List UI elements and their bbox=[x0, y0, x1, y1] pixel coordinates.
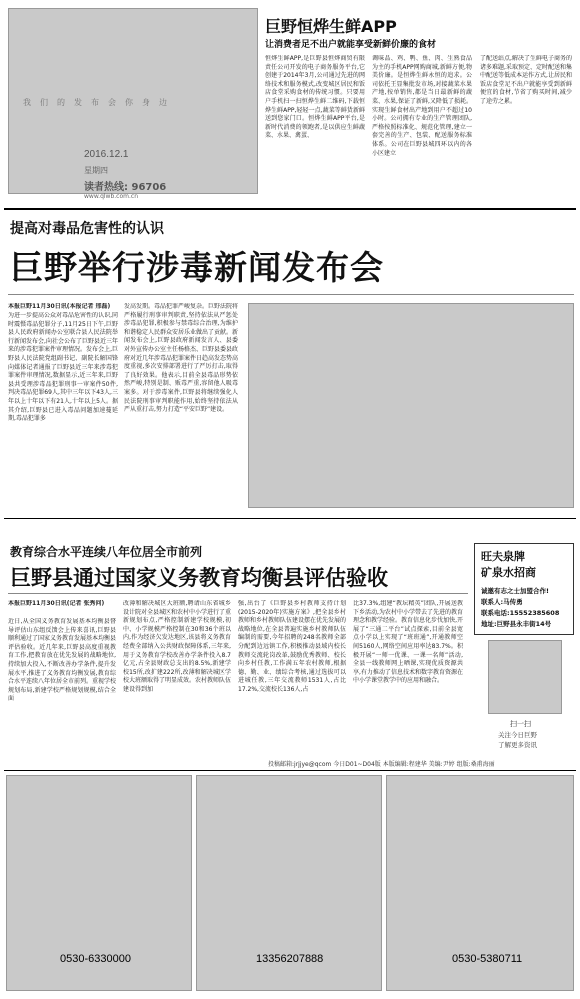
story1-byline: 本报巨野11月30日讯(本报记者 邢磊) bbox=[8, 303, 111, 310]
footer-divider bbox=[4, 770, 576, 771]
story1-headline-rule bbox=[8, 294, 574, 295]
section-divider-2 bbox=[4, 518, 576, 519]
top-subtitle: 让消费者足不出户就能享受新鲜价廉的食材 bbox=[265, 40, 437, 50]
photo-hotline: 读者热线: 96706 bbox=[84, 182, 167, 193]
bottom-ad-3-phone: 0530-5380711 bbox=[452, 953, 523, 965]
top-photo bbox=[8, 8, 258, 200]
qr-caption-1: 扫一扫 bbox=[510, 720, 531, 728]
ad-phone: 联系电话:15552385608 bbox=[481, 609, 560, 617]
story1-headline: 巨野举行涉毒新闻发布会 bbox=[10, 248, 384, 287]
bottom-ad-1-phone: 0530-6330000 bbox=[60, 953, 131, 965]
story2-byline: 本报巨野11月30日讯(记者 张秀问) bbox=[8, 600, 105, 607]
sidebar-ad bbox=[474, 543, 574, 635]
ad-headline: 矿泉水招商 bbox=[481, 566, 536, 579]
story2-headline-rule bbox=[8, 593, 468, 594]
top-column-3: 了配送站点,解决了生鲜电子商务的诸多难题,采取预定、定时配送和集中配送等低成本运作方式,让居民和饭店食堂足不出户就能享受到新鲜便宜的食材,节省了购买时间,减少了途劳之累。 bbox=[480, 55, 572, 105]
story2-column-2: 改薄和解决城区大班额,聘请山东省城乡设计院对全县城区和农村中小学进行了重新规划布点,严格控制新建学校规模,初中、小学规模严格控制在30和36个班以内,作为经济欠发达地区,该县将义务教育经费全部纳入公共财政保障体系,三年来,用于义务教育学校改善办学条件投入8.7亿元,占全县财政总支出的8.5%,新建学校15所,改扩建222所,改薄和解决城区学校大班额取得了明显成效。农村教师队伍建设得到加 bbox=[123, 600, 231, 693]
section-divider-1 bbox=[4, 208, 576, 210]
photo-weekday: 星期四 bbox=[84, 166, 108, 175]
qr-code bbox=[488, 640, 562, 714]
story1-column-1: 为进一步提高公众对毒品危害性的认识,同时震慑毒品犯罪分子,11月25日下午,巨野县人民政府新闻办公室联合县人民法院举行新闻发布会,向社会公布了巨野县近三年来的涉毒犯罪案件审理情况。发布会上,巨野县人民法院党组副书记、副院长解国锋向媒体记者通报了巨野县近三年来涉毒犯罪案件审理情况,数据显示,近三年来,巨野县共受理涉毒品犯罪刑事一审案件50件,判决毒品犯罪69人,其中三年以下43人,三年以上十年以下有21人,十年以上5人。据其介绍,巨野县已进入毒品问题加速蔓延期,毒品犯罪多 bbox=[8, 312, 118, 423]
qr-caption-2: 关注今日巨野 bbox=[498, 731, 537, 739]
story1-photo bbox=[248, 303, 574, 508]
story2-headline: 巨野县通过国家义务教育均衡县评估验收 bbox=[10, 566, 388, 590]
story1-column-2: 发高发期。毒品犯罪严峻复杂。巨野法院将严格履行刑事审判职责,坚持依法从严惩处涉毒品犯罪,积极参与禁毒综合治理,为维护和谐稳定人民群众安居乐业做出了贡献。新闻发布会上,巨野县政府新闻发言人、县委对外宣传办公室主任杨格杰、巨野县委县政府对近几年涉毒品犯罪案件日趋高发态势高度重视,多次安排部署进行了严厉打击,取得了良好效果。他表示,目前全县毒品形势依然严峻,特别是制、贩毒严重,容留他人吸毒案多。对于涉毒案件,巨野县将继续强化人民法院刑事审判职能作用,始终坚持依法从严从重打击,努力打造“平安巨野”建设。 bbox=[124, 303, 238, 414]
story2-kicker: 教育综合水平连续八年位居全市前列 bbox=[10, 545, 203, 559]
ad-contact: 联系人:马传勇 bbox=[481, 598, 523, 606]
story1-kicker: 提高对毒品危害性的认识 bbox=[10, 221, 164, 237]
photo-site: www.qlwb.com.cn bbox=[84, 193, 138, 200]
story2-column-1: 近日,从全国义务教育发展基本均衡县督导评估山东组反馈会上传来喜讯,巨野县顺利通过了国家义务教育发展基本均衡县评估验收。近几年来,巨野县高度重视教育工作,把教育放在优先发展的战略地位,持续加大投入,不断改善办学条件,提升发展水平,推进了义务教育均衡发展,教育综合水平连续八年位居全市前列。重视学校规划布局,新建学校严格规划规模,结合全面 bbox=[8, 618, 116, 703]
story2-column-4: 比37.3%,组建“教坛精英”团队,开展送教下乡活动,为农村中小学带去了先进的教育理念和教学经验。教育信息化步伐加快,开展了“三通二平台”试点探索,目前全县宽点小学以上实现了“班班通”,开通教师空间5160人,网络空间应用率达83.7%。积极开展“一师一优课、一课一名师”活动,全县一线教师网上晒课,实现优质资源共享,有力推动了信息技术和数字教育资源在中小学课堂教学中的应用和融合。 bbox=[353, 600, 463, 685]
photo-caption: 我们的发布会你身边 bbox=[23, 98, 176, 107]
ad-brand: 旺夫泉牌 bbox=[481, 550, 525, 563]
ad-invite: 诚邀有志之士加盟合作! bbox=[481, 587, 549, 595]
photo-date: 2016.12.1 bbox=[84, 149, 129, 160]
top-column-2: 调味品、鸡、鸭、鱼、肉、生熟食品为主的手机APP网购商城,新鲜方便,物美价廉。是恒烨生鲜永恒的追求。公司依托王显集批发市场,对接蔬菜水果产地,按单销售,都是当日最新鲜的蔬菜、水果,保证了新鲜,又降低了损耗。实现生鲜食材出产地到用户不超过10小时。公司拥有专业的生产管理团队,严格按照标准化、规范化管理,建立一套完善的生产、包装、配送服务标准体系。公司在巨野县城四环以内的各小区建立 bbox=[372, 55, 472, 157]
top-title: 巨野恒烨生鲜APP bbox=[265, 17, 397, 36]
top-column-1: 恒烨生鲜APP,是巨野县恒烨商贸有限责任公司开发的电子商务服务平台,它创建于2014年3月,公司通过先进的网络技术和服务模式,改变城区居民和饭店食堂采购食材的传统习惯。只要用户手机扫一扫恒烨生鲜二维码,下载恒烨生鲜APP,轻轻一点,蔬菜等鲜货新鲜送到您家门口。恒烨生鲜APP平台,是新时代消费的领跑者,是以供应生鲜蔬菜、水果、禽蛋、 bbox=[265, 55, 365, 140]
ad-address: 地址:巨野县永丰街14号 bbox=[481, 620, 552, 628]
story2-column-3: 强,出台了《巨野县乡村教师支持计划(2015-2020年)实施方案》,把全县乡村教师和乡村教师队伍建设摆在优先发展的战略地位,在全县普遍实施乡村教师队伍编制的需要,今年招聘的248名教师全部分配到边远镇工作,积极推动县域内校长教师交流轮岗改革,鼓励优秀教师、校长向乡村任教,工作满五年农村教师,根据德、勤、业、绩综合考核,通过选拔可以进城任教,三年交流教师1531人,占比17.2%,交流校长136人,占 bbox=[238, 600, 346, 693]
bottom-ad-2-phone: 13356207888 bbox=[256, 953, 324, 965]
qr-caption-3: 了解更多资讯 bbox=[498, 741, 537, 749]
footer-credits: 投稿邮箱:jrjjye@qcom 今日D01~D04版 本版编辑:程建华 美编:尹婷 组版:桑甫海丽 bbox=[268, 761, 495, 768]
